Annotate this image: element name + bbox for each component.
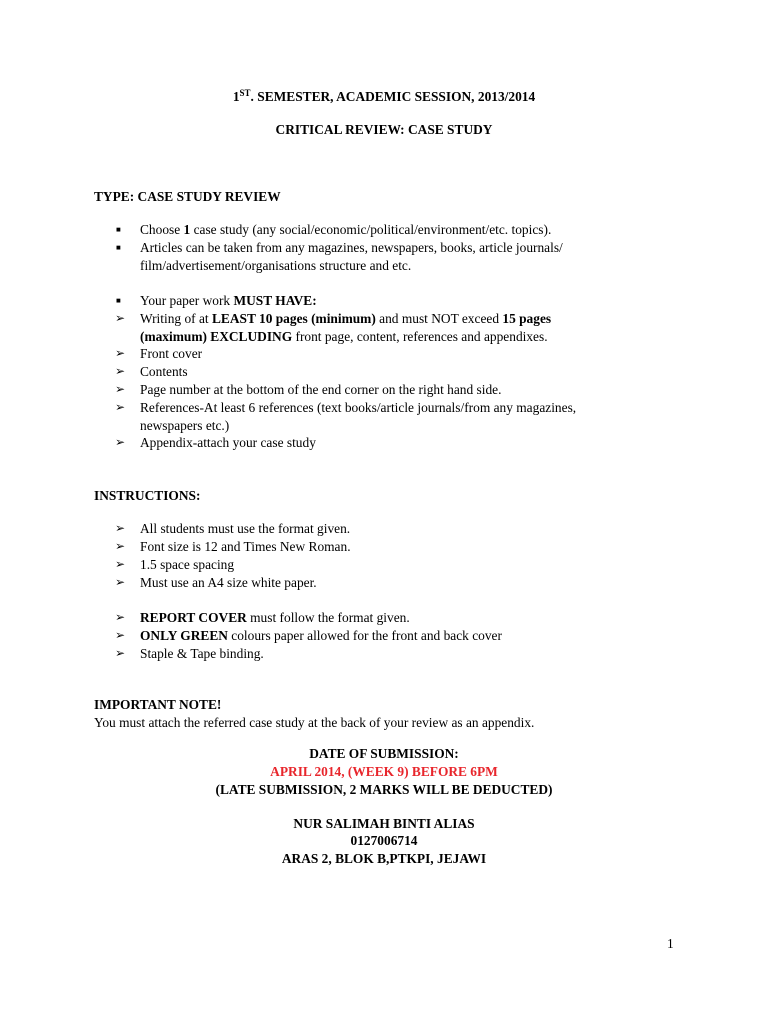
arrow-bullet-icon: ➢: [115, 521, 126, 535]
important-note-heading: IMPORTANT NOTE!: [94, 697, 222, 712]
late-submission-note: (LATE SUBMISSION, 2 MARKS WILL BE DEDUCTED): [215, 782, 553, 797]
arrow-bullet-icon: ➢: [115, 311, 126, 325]
arrow-bullet-icon: ➢: [115, 646, 126, 660]
page-number: 1: [667, 936, 674, 951]
square-bullet-icon: ■: [116, 296, 121, 305]
arrow-bullet-icon: ➢: [115, 610, 126, 624]
arrow-bullet-icon: ➢: [115, 435, 126, 449]
contact-address: ARAS 2, BLOK B,PTKPI, JEJAWI: [281, 851, 487, 866]
document-title: 1ST. SEMESTER, ACADEMIC SESSION, 2013/2014: [232, 88, 536, 104]
submission-date: APRIL 2014, (WEEK 9) BEFORE 6PM: [270, 764, 498, 779]
contact-phone: 0127006714: [350, 833, 418, 848]
arrow-bullet-icon: ➢: [115, 400, 126, 414]
important-note-text: You must attach the referred case study at the back of your review as an appendix.: [94, 715, 535, 730]
arrow-bullet-icon: ➢: [115, 575, 126, 589]
square-bullet-icon: ■: [116, 243, 121, 252]
document-page: 1ST. SEMESTER, ACADEMIC SESSION, 2013/2014 CRITICAL REVIEW: CASE STUDY TYPE: CASE STUDY REVIEW ■ Choose 1 case study (any social/economic/political/environment/etc. topics). ■ Articles can be taken from any magazines, newspapers, books, article journals/ film/advertisement/organisations structure and etc. ■ Your paper work MUST HAVE: ➢ Writing of at LEAST 10 pages (minimum) and must NOT exceed 15 pages (maximum) EXCLUDING front page, content, references and appendixes. ➢ Front cover ➢ Contents ➢ Page number at the bottom of the end corner on the right hand side. ➢ References-At least 6 references (text books/article journals/from any magazines, newspapers etc.) ➢ Appendix-attach your case study INSTRUCTIONS: ➢ All students must use the format given. ➢ Font size is 12 and Times New Roman. ➢ 1.5 space spacing ➢ Must use an A4 size white paper. ➢ REPORT COVER must follow the format given. ➢ ONLY GREEN colours paper allowed for the front and back cover ➢ Staple & Tape binding. IMPORTANT NOTE! You must attach the referred case study at the back of your review as an appendix. DATE OF SUBMISSION: APRIL 2014, (WEEK 9) BEFORE 6PM (LATE SUBMISSION, 2 MARKS WILL BE DEDUCTED) NUR SALIMAH BINTI ALIAS 0127006714 ARAS 2, BLOK B,PTKPI, JEJAWI 1: [0, 0, 768, 1024]
arrow-bullet-icon: ➢: [115, 557, 126, 571]
arrow-bullet-icon: ➢: [115, 628, 126, 642]
contact-name: NUR SALIMAH BINTI ALIAS: [293, 816, 475, 831]
arrow-bullet-icon: ➢: [115, 364, 126, 378]
arrow-bullet-icon: ➢: [115, 346, 126, 360]
type-heading: TYPE: CASE STUDY REVIEW: [94, 189, 281, 204]
arrow-bullet-icon: ➢: [115, 382, 126, 396]
instructions-heading: INSTRUCTIONS:: [94, 488, 201, 503]
submission-heading: DATE OF SUBMISSION:: [309, 746, 459, 761]
document-subtitle: CRITICAL REVIEW: CASE STUDY: [275, 122, 493, 137]
square-bullet-icon: ■: [116, 225, 121, 234]
arrow-bullet-icon: ➢: [115, 539, 126, 553]
